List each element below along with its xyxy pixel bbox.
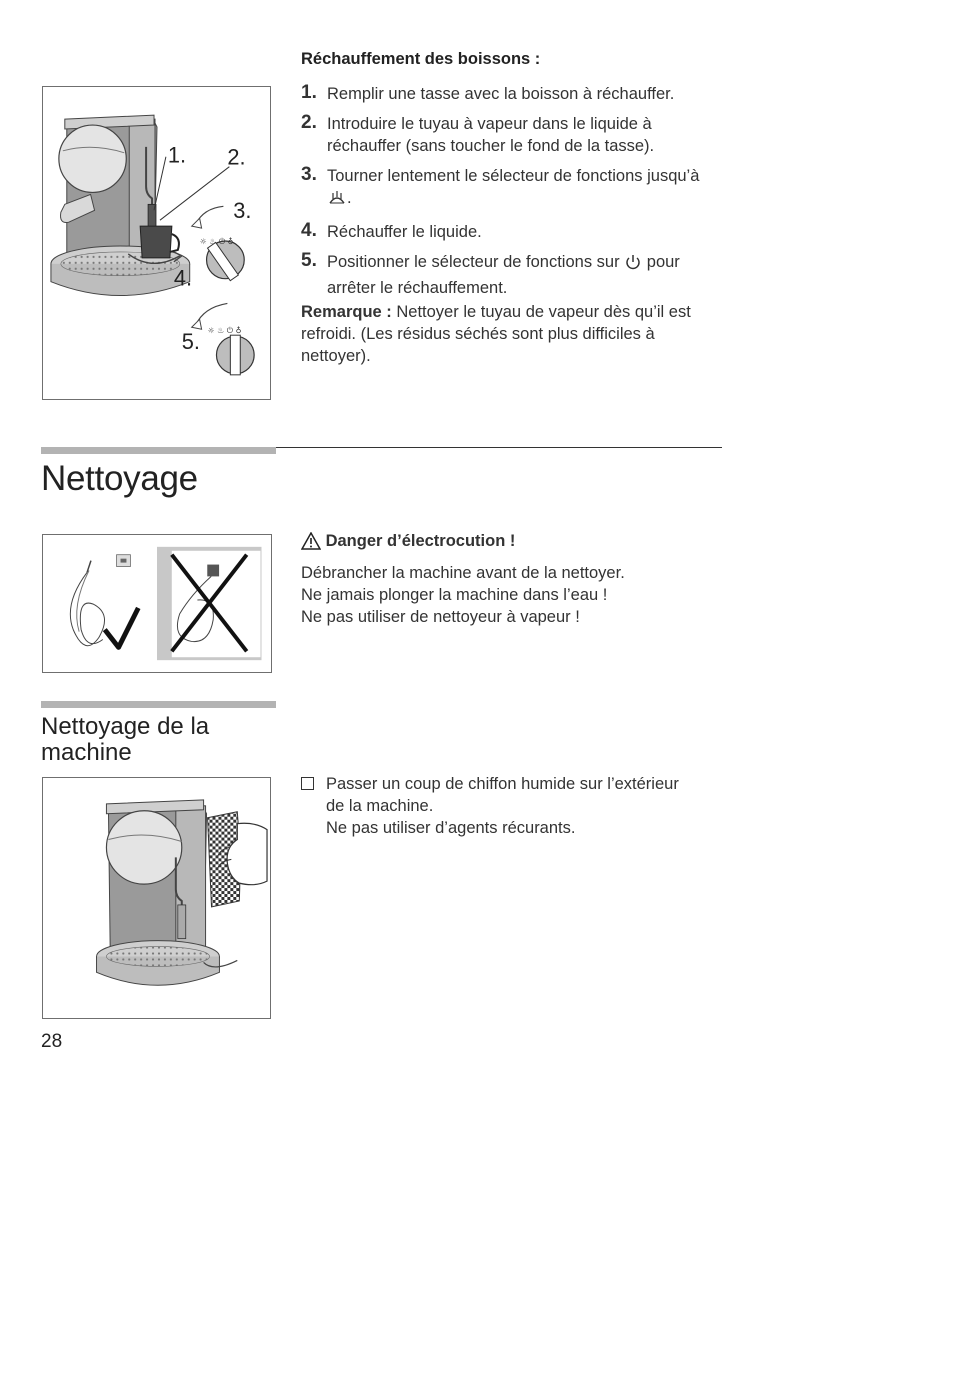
danger-line-1: Débrancher la machine avant de la nettoyer. (301, 564, 625, 582)
subsection-rule (41, 701, 276, 708)
svg-text:5.: 5. (181, 329, 200, 355)
remark (301, 301, 723, 367)
steam-icon (327, 189, 347, 213)
svg-text:☼ ♨ ⏻ ♁: ☼ ♨ ⏻ ♁ (207, 326, 242, 336)
section-title: Nettoyage (41, 459, 198, 498)
subsection-title-line-1: Nettoyage de la (41, 713, 210, 740)
section-rule-thick (41, 447, 276, 454)
subsection-title (41, 714, 209, 766)
clean-line-1: Passer un coup de chiffon humide sur l’extérieur (326, 775, 679, 793)
step-number: 3. (301, 164, 317, 185)
page-number: 28 (41, 1031, 63, 1052)
section-rule-thin (276, 447, 722, 448)
step-text: Remplir une tasse avec la boisson à réchauffer. (327, 85, 675, 103)
figure-wipe-machine (42, 777, 271, 1019)
step-2 (301, 113, 721, 157)
danger-heading (301, 530, 515, 556)
step-text-end: . (347, 189, 352, 207)
clean-line-2: de la machine. (326, 797, 434, 815)
step-4 (301, 221, 721, 243)
remark-text: Nettoyer le tuyau de vapeur dès qu’il est refroidi. (Les résidus séchés sont plus difficiles à nettoyer). (301, 303, 691, 365)
step-text: Réchauffer le liquide. (327, 223, 482, 241)
svg-text:3.: 3. (233, 198, 252, 224)
step-5 (301, 251, 721, 299)
danger-text (301, 562, 721, 628)
danger-title: Danger d’électrocution ! (325, 532, 516, 550)
svg-text:2.: 2. (227, 144, 246, 170)
step-number: 1. (301, 82, 317, 103)
danger-line-2: Ne jamais plonger la machine dans l’eau ! (301, 586, 608, 604)
unplug-illustration (43, 535, 271, 672)
reheat-heading: Réchauffement des boissons : (301, 50, 541, 68)
coffee-machine-steam-illustration (43, 87, 270, 399)
remark-label: Remarque : (301, 303, 392, 321)
step-number: 5. (301, 250, 317, 271)
step-1 (301, 83, 721, 105)
step-3 (301, 165, 721, 213)
power-icon (624, 253, 642, 277)
warning-triangle-icon (301, 532, 321, 556)
svg-text:☼ ♨ ⏻ ♁: ☼ ♨ ⏻ ♁ (199, 236, 234, 246)
svg-text:4.: 4. (173, 265, 193, 291)
clean-bullet (301, 773, 723, 839)
wipe-machine-illustration (43, 778, 270, 1018)
figure-steam-heating (42, 86, 271, 400)
clean-line-3: Ne pas utiliser d’agents récurants. (326, 819, 576, 837)
svg-text:1.: 1. (167, 142, 187, 168)
figure-unplug-warning (42, 534, 272, 673)
step-text: Tourner lentement le sélecteur de fonctions jusqu’à (327, 167, 700, 185)
danger-line-3: Ne pas utiliser de nettoyeur à vapeur ! (301, 608, 580, 626)
step-text: Positionner le sélecteur de fonctions sur (327, 253, 620, 271)
checkbox-icon (301, 777, 314, 790)
step-text: Introduire le tuyau à vapeur dans le liquide à réchauffer (sans toucher le fond de la tasse). (327, 115, 655, 155)
subsection-title-line-2: machine (41, 739, 132, 766)
reheat-steps (301, 83, 721, 307)
step-text-end: pour arrêter le réchauffement. (327, 253, 680, 297)
step-number: 2. (301, 112, 317, 133)
step-number: 4. (301, 220, 317, 241)
